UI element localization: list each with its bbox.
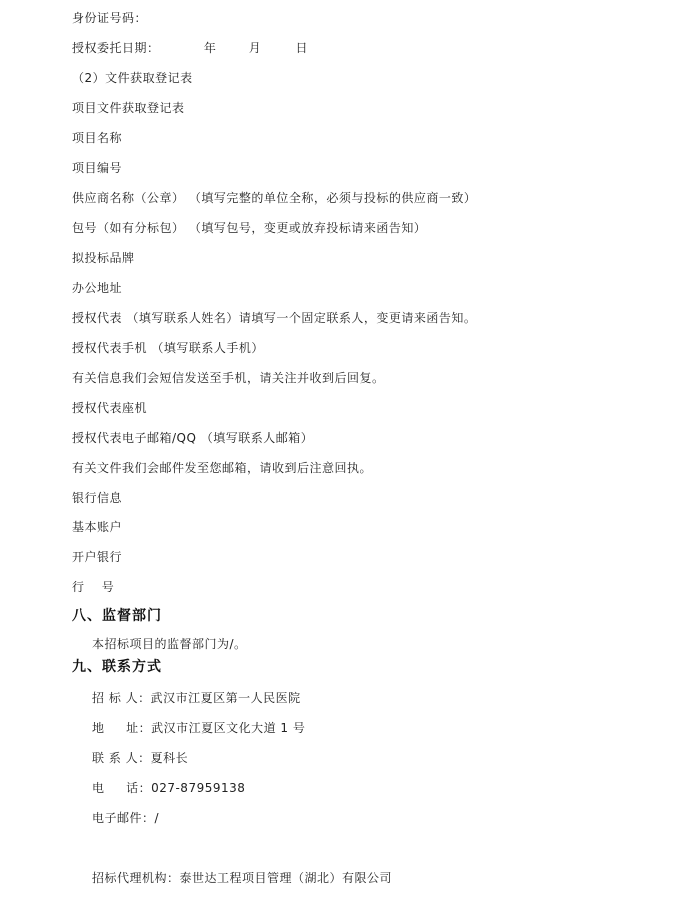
rep-landline-label: 授权代表座机 — [72, 401, 148, 415]
auth-date-label: 授权委托日期： — [72, 41, 160, 55]
brand-label: 拟投标品牌 — [72, 251, 135, 265]
email-line: 电子邮件：/ — [92, 811, 160, 825]
contact-line: 联 系 人：夏科长 — [92, 751, 189, 765]
rep-email-label: 授权代表电子邮箱/QQ （填写联系人邮箱） — [72, 431, 314, 445]
supplier-name-label: 供应商名称（公章） （填写完整的单位全称，必须与投标的供应商一致） — [72, 191, 477, 205]
rep-mobile-label: 授权代表手机 （填写联系人手机） — [72, 341, 264, 355]
project-name-label: 项目名称 — [72, 131, 123, 145]
office-address-label: 办公地址 — [72, 281, 123, 295]
bank-info-label: 银行信息 — [72, 491, 123, 505]
phone-line: 电 话：027-87959138 — [92, 781, 246, 795]
sms-note: 有关信息我们会短信发送至手机，请关注并收到后回复。 — [72, 371, 385, 385]
auth-date-year: 年 — [203, 41, 217, 55]
tenderer-line: 招 标 人：武汉市江夏区第一人民医院 — [92, 691, 301, 705]
package-number-label: 包号（如有分标包） （填写包号，变更或放弃投标请来函告知） — [72, 221, 427, 235]
project-number-label: 项目编号 — [72, 161, 123, 175]
basic-account-label: 基本账户 — [72, 520, 123, 534]
section-8-body: 本招标项目的监督部门为/。 — [92, 637, 247, 651]
address-line: 地 址：武汉市江夏区文化大道 1 号 — [92, 721, 306, 735]
section-8-heading: 八、监督部门 — [72, 608, 162, 624]
section-9-heading: 九、联系方式 — [72, 659, 162, 675]
auth-date-month: 月 — [248, 41, 262, 55]
email-note: 有关文件我们会邮件发至您邮箱，请收到后注意回执。 — [72, 461, 373, 475]
section-2-title: （2）文件获取登记表 — [72, 71, 193, 85]
auth-date-line — [72, 40, 308, 56]
bank-code-label: 行 号 — [72, 580, 115, 594]
representative-label: 授权代表 （填写联系人姓名）请填写一个固定联系人，变更请来函告知。 — [72, 311, 477, 325]
agency-line: 招标代理机构：泰世达工程项目管理（湖北）有限公司 — [92, 871, 393, 885]
bank-name-label: 开户银行 — [72, 550, 123, 564]
registration-table-title: 项目文件获取登记表 — [72, 101, 185, 115]
id-number-line: 身份证号码： — [72, 11, 148, 25]
auth-date-day: 日 — [295, 41, 309, 55]
